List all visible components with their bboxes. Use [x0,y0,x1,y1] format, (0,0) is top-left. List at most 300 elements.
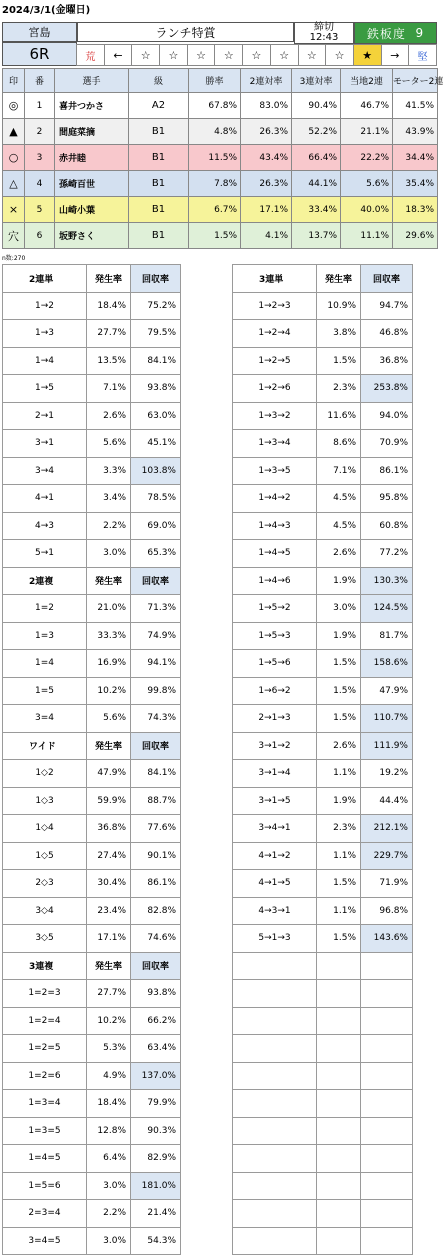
entry-col-header: 級 [129,69,189,93]
odds-row [233,1200,413,1228]
race-number: 6R [2,42,77,66]
return-rate: 111.9% [361,732,413,760]
closing-label: 締切 [314,22,334,33]
combination: 1→2 [3,292,87,320]
bet-type-label: 2連複 [3,567,87,595]
combination: 3=4=5 [3,1227,87,1255]
return-rate: 47.9% [361,677,413,705]
occurrence-rate: 5.6% [87,430,131,458]
return-rate: 86.1% [131,870,181,898]
occurrence-rate [317,1035,361,1063]
occurrence-rate: 11.6% [317,402,361,430]
entry-top3: 90.4% [292,93,341,119]
return-rate [361,952,413,980]
entry-mark: ▲ [3,119,25,145]
return-rate: 86.1% [361,457,413,485]
closing-time: 12:43 [309,32,339,43]
entry-col-header: 当地2連 [341,69,393,93]
entry-win: 7.8% [189,171,241,197]
occurrence-rate: 7.1% [317,457,361,485]
entry-local: 46.7% [341,93,393,119]
return-header: 回収率 [131,567,181,595]
odds-row [3,760,181,788]
odds-row [3,512,181,540]
entry-mark: 穴 [3,223,25,249]
occurrence-rate [317,1117,361,1145]
return-rate: 84.1% [131,347,181,375]
return-rate: 65.3% [131,540,181,568]
odds-section-header [3,952,181,980]
combination: 1=2 [3,595,87,623]
entry-name: 山崎小葉 [55,197,129,223]
return-rate: 74.3% [131,705,181,733]
odds-row [3,787,181,815]
odds-row [3,1035,181,1063]
occurrence-rate: 2.6% [87,402,131,430]
combination: 3→1 [3,430,87,458]
occurrence-rate: 3.4% [87,485,131,513]
combination [233,1035,317,1063]
entry-local: 40.0% [341,197,393,223]
combination [233,952,317,980]
entry-col-header: モーター2連 [393,69,438,93]
occurrence-header: 発生率 [87,732,131,760]
occurrence-rate: 3.0% [87,540,131,568]
entry-top2: 26.3% [241,119,292,145]
entry-col-header: 番 [25,69,55,93]
return-rate [361,1062,413,1090]
entry-col-header: 勝率 [189,69,241,93]
entry-top3: 66.4% [292,145,341,171]
occurrence-rate [317,1007,361,1035]
scale-cell: ☆ [325,44,354,66]
combination: 3◇4 [3,897,87,925]
odds-row [3,540,181,568]
odds-row [3,430,181,458]
odds-section-header [3,567,181,595]
return-rate [361,1117,413,1145]
occurrence-rate: 18.4% [87,1090,131,1118]
entry-win: 67.8% [189,93,241,119]
entry-motor: 35.4% [393,171,438,197]
combination: 1=3=5 [3,1117,87,1145]
combination [233,980,317,1008]
occurrence-rate [317,1200,361,1228]
odds-row [3,1062,181,1090]
return-rate: 84.1% [131,760,181,788]
occurrence-rate: 1.5% [317,870,361,898]
combination: 1→4 [3,347,87,375]
combination: 1→3→4 [233,430,317,458]
odds-row [3,485,181,513]
occurrence-rate: 1.1% [317,842,361,870]
occurrence-rate: 1.5% [317,705,361,733]
return-rate: 71.9% [361,870,413,898]
occurrence-rate: 13.5% [87,347,131,375]
occurrence-header: 発生率 [317,265,361,293]
occurrence-rate: 17.1% [87,925,131,953]
return-rate: 137.0% [131,1062,181,1090]
entry-col-header: 印 [3,69,25,93]
combination [233,1117,317,1145]
odds-row [3,650,181,678]
return-rate: 74.6% [131,925,181,953]
scale-cell: 荒 [76,44,105,66]
occurrence-rate: 1.5% [317,925,361,953]
occurrence-rate: 18.4% [87,292,131,320]
combination: 1=4=5 [3,1145,87,1173]
entry-cls: B1 [129,197,189,223]
combination: 1◇3 [3,787,87,815]
iron-label: 鉄板度 [366,26,406,41]
return-rate [361,1145,413,1173]
combination: 1=2=6 [3,1062,87,1090]
bet-type-label: 3連単 [233,265,317,293]
combination: 1→4→5 [233,540,317,568]
odds-row [233,1172,413,1200]
occurrence-rate [317,980,361,1008]
entry-top3: 13.7% [292,223,341,249]
scale-cell: ☆ [131,44,160,66]
occurrence-rate: 47.9% [87,760,131,788]
odds-row [233,540,413,568]
combination: 1=2=3 [3,980,87,1008]
occurrence-rate: 16.9% [87,650,131,678]
odds-row [3,1172,181,1200]
entry-win: 11.5% [189,145,241,171]
occurrence-rate: 27.7% [87,980,131,1008]
entry-row [3,197,438,223]
return-rate [361,980,413,1008]
scale-cell: ☆ [159,44,188,66]
combination: 3→1→2 [233,732,317,760]
combination [233,1227,317,1255]
combination: 3→4 [3,457,87,485]
return-rate: 36.8% [361,347,413,375]
odds-row [233,870,413,898]
return-rate: 82.8% [131,897,181,925]
scale-cell: ☆ [270,44,299,66]
occurrence-rate: 4.5% [317,512,361,540]
odds-row [233,732,413,760]
combination: 2→1 [3,402,87,430]
odds-row [3,1145,181,1173]
scale-cell: → [381,44,410,66]
entry-win: 6.7% [189,197,241,223]
odds-row [3,705,181,733]
occurrence-rate: 27.7% [87,320,131,348]
odds-row [233,320,413,348]
entry-mark: × [3,197,25,223]
occurrence-rate: 3.3% [87,457,131,485]
combination: 1=2=4 [3,1007,87,1035]
occurrence-rate: 2.2% [87,1200,131,1228]
occurrence-rate [317,1172,361,1200]
entry-name: 孫崎百世 [55,171,129,197]
entry-motor: 43.9% [393,119,438,145]
occurrence-rate: 4.9% [87,1062,131,1090]
entry-row [3,119,438,145]
odds-row [3,347,181,375]
combination: 3◇5 [3,925,87,953]
combination: 2=3=4 [3,1200,87,1228]
return-rate: 93.8% [131,375,181,403]
odds-row [3,1117,181,1145]
return-rate: 19.2% [361,760,413,788]
return-header: 回収率 [361,265,413,293]
return-rate [361,1035,413,1063]
return-rate: 75.2% [131,292,181,320]
combination: 4→1→5 [233,870,317,898]
combination: 4→3 [3,512,87,540]
combination: 1→4→3 [233,512,317,540]
occurrence-rate: 10.9% [317,292,361,320]
combination: 1◇4 [3,815,87,843]
combination: 1→6→2 [233,677,317,705]
odds-row [233,677,413,705]
return-rate: 143.6% [361,925,413,953]
odds-row [233,347,413,375]
entry-cls: B1 [129,171,189,197]
odds-row [233,815,413,843]
scale-cell: ← [104,44,133,66]
scale-cell: ★ [353,44,382,66]
entry-no: 4 [25,171,55,197]
combination: 2◇3 [3,870,87,898]
occurrence-rate: 8.6% [317,430,361,458]
occurrence-rate: 1.9% [317,567,361,595]
return-rate: 124.5% [361,595,413,623]
occurrence-rate: 59.9% [87,787,131,815]
entry-no: 1 [25,93,55,119]
entry-no: 3 [25,145,55,171]
occurrence-rate: 1.9% [317,622,361,650]
odds-row [3,457,181,485]
occurrence-rate: 2.2% [87,512,131,540]
occurrence-header: 発生率 [87,567,131,595]
return-rate: 181.0% [131,1172,181,1200]
occurrence-rate: 2.3% [317,815,361,843]
combination: 4→1 [3,485,87,513]
combination [233,1172,317,1200]
combination: 4→3→1 [233,897,317,925]
sample-count: n数:270 [2,255,26,262]
odds-row [3,595,181,623]
combination: 2→1→3 [233,705,317,733]
odds-row [3,897,181,925]
odds-row [233,1117,413,1145]
scale-cell: ☆ [214,44,243,66]
occurrence-rate: 1.9% [317,787,361,815]
entry-mark: ○ [3,145,25,171]
entry-table-header [3,69,438,93]
entry-cls: B1 [129,223,189,249]
return-rate: 94.0% [361,402,413,430]
return-rate: 54.3% [131,1227,181,1255]
odds-row [3,677,181,705]
return-rate [361,1200,413,1228]
occurrence-rate: 3.0% [87,1172,131,1200]
combination: 1→5→3 [233,622,317,650]
combination: 5→1 [3,540,87,568]
odds-row [3,375,181,403]
occurrence-rate: 10.2% [87,1007,131,1035]
scale-cell: 堅 [408,44,437,66]
return-rate: 79.9% [131,1090,181,1118]
odds-row [233,787,413,815]
combination: 3→4→1 [233,815,317,843]
entry-win: 1.5% [189,223,241,249]
combination: 1→3 [3,320,87,348]
entry-top2: 43.4% [241,145,292,171]
return-rate: 212.1% [361,815,413,843]
odds-row [233,1227,413,1255]
odds-row [233,567,413,595]
odds-row [233,375,413,403]
odds-row [233,897,413,925]
return-rate: 70.9% [361,430,413,458]
odds-row [3,402,181,430]
odds-row [3,320,181,348]
occurrence-rate: 1.1% [317,897,361,925]
bet-type-label: ワイド [3,732,87,760]
occurrence-rate: 33.3% [87,622,131,650]
entry-no: 2 [25,119,55,145]
occurrence-rate: 7.1% [87,375,131,403]
return-rate: 99.8% [131,677,181,705]
combination: 1→2→5 [233,347,317,375]
occurrence-header: 発生率 [87,952,131,980]
return-rate: 94.7% [361,292,413,320]
confidence-scale [77,44,437,66]
entry-cls: B1 [129,119,189,145]
odds-row [233,952,413,980]
return-rate: 229.7% [361,842,413,870]
occurrence-rate [317,952,361,980]
return-header: 回収率 [131,952,181,980]
return-rate [361,1172,413,1200]
odds-row [233,1145,413,1173]
return-rate: 77.2% [361,540,413,568]
entry-name: 坂野さく [55,223,129,249]
combination: 3=4 [3,705,87,733]
odds-row [3,980,181,1008]
return-rate: 79.5% [131,320,181,348]
entry-row [3,223,438,249]
return-rate: 81.7% [361,622,413,650]
combination: 1→2→3 [233,292,317,320]
entry-top3: 52.2% [292,119,341,145]
closing-time-box [294,22,354,44]
return-rate: 94.1% [131,650,181,678]
odds-row [3,1007,181,1035]
return-rate: 45.1% [131,430,181,458]
combination: 1→3→2 [233,402,317,430]
entry-name: 喜井つかさ [55,93,129,119]
odds-row [3,1227,181,1255]
combination: 1→3→5 [233,457,317,485]
return-rate: 95.8% [361,485,413,513]
return-rate: 90.3% [131,1117,181,1145]
return-rate: 60.8% [361,512,413,540]
combination: 1◇5 [3,842,87,870]
combination: 1→5→2 [233,595,317,623]
return-rate: 71.3% [131,595,181,623]
occurrence-rate: 6.4% [87,1145,131,1173]
entry-col-header: 2連対率 [241,69,292,93]
occurrence-rate [317,1090,361,1118]
race-title: ランチ特賞 [77,22,294,42]
return-rate: 21.4% [131,1200,181,1228]
occurrence-rate: 27.4% [87,842,131,870]
return-rate: 82.9% [131,1145,181,1173]
occurrence-rate: 1.1% [317,760,361,788]
combination: 1→4→2 [233,485,317,513]
occurrence-rate: 4.5% [317,485,361,513]
entry-cls: B1 [129,145,189,171]
entry-mark: ◎ [3,93,25,119]
bet-type-label: 2連単 [3,265,87,293]
occurrence-rate: 36.8% [87,815,131,843]
odds-row [233,650,413,678]
combination: 1=5 [3,677,87,705]
occurrence-rate: 1.5% [317,347,361,375]
odds-section-header [3,732,181,760]
occurrence-rate: 1.5% [317,677,361,705]
return-header: 回収率 [131,265,181,293]
return-rate: 77.6% [131,815,181,843]
entry-name: 間庭菜摘 [55,119,129,145]
return-rate [361,1227,413,1255]
entry-top3: 44.1% [292,171,341,197]
odds-row [3,842,181,870]
iron-value: 9 [415,26,425,40]
entry-table [2,68,443,249]
return-rate [361,1090,413,1118]
odds-row [3,1200,181,1228]
odds-row [233,925,413,953]
occurrence-header: 発生率 [87,265,131,293]
iron-rating-box [354,22,437,44]
return-header: 回収率 [131,732,181,760]
combination: 1=5=6 [3,1172,87,1200]
return-rate: 93.8% [131,980,181,1008]
occurrence-rate [317,1145,361,1173]
combination: 1→5→6 [233,650,317,678]
return-rate [361,1007,413,1035]
odds-table-left [2,264,181,1255]
return-rate: 78.5% [131,485,181,513]
odds-row [233,1090,413,1118]
entry-win: 4.8% [189,119,241,145]
combination: 1=2=5 [3,1035,87,1063]
entry-top2: 83.0% [241,93,292,119]
odds-row [3,815,181,843]
odds-row [233,705,413,733]
entry-top2: 4.1% [241,223,292,249]
occurrence-rate: 1.5% [317,650,361,678]
combination: 1=4 [3,650,87,678]
return-rate: 88.7% [131,787,181,815]
return-rate: 158.6% [361,650,413,678]
return-rate: 74.9% [131,622,181,650]
odds-row [3,870,181,898]
entry-cls: A2 [129,93,189,119]
odds-row [233,457,413,485]
odds-table-right [232,264,413,1255]
occurrence-rate: 2.3% [317,375,361,403]
entry-motor: 29.6% [393,223,438,249]
